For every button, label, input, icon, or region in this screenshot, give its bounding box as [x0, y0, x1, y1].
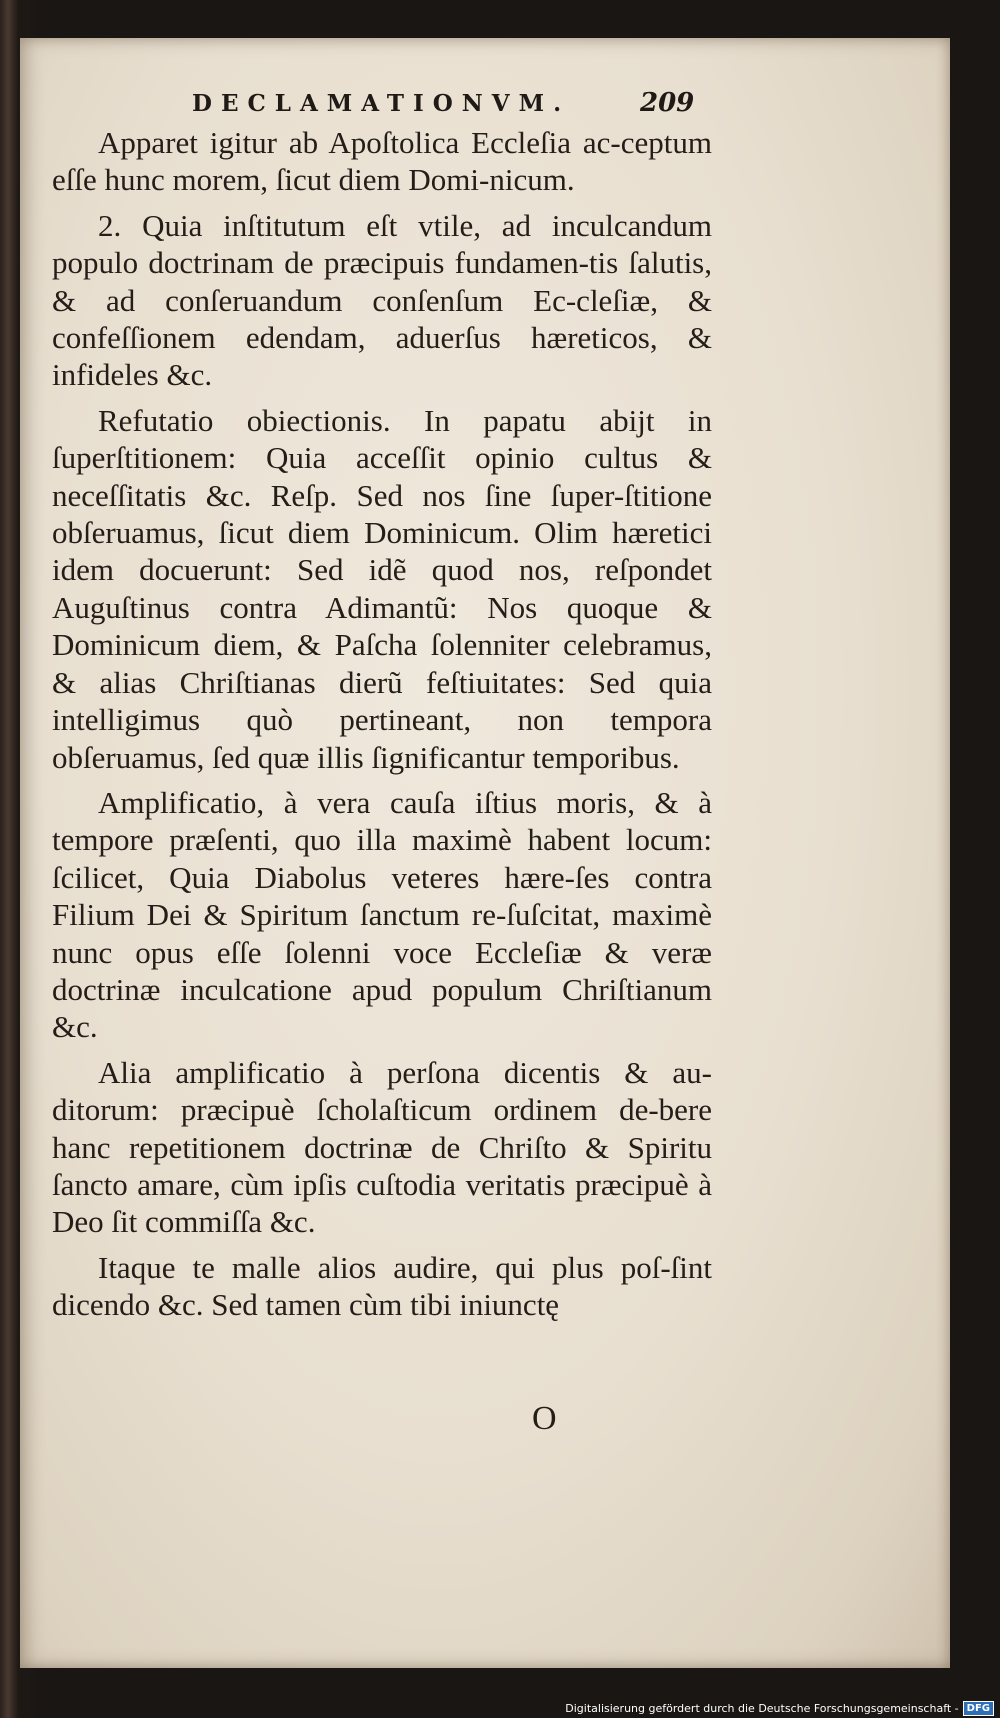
- paragraph: 2. Quia inſtitutum eſt vtile, ad inculcandum populo doctrinam de præcipuis fundamen-tis ſalutis, & ad conſeruandum conſenſum Ec-cleſiæ, & confeſſionem edendam, aduerſus hæreticos, & infideles &c.: [52, 207, 712, 393]
- running-title: DECLAMATIONVM.: [192, 90, 571, 117]
- digitization-credit: [565, 1701, 994, 1716]
- paragraph: Amplificatio, à vera cauſa iſtius moris, & à tempore præſenti, quo illa maximè habent locum: ſcilicet, Quia Diabolus veteres hære-ſes contra Filium Dei & Spiritum ſanctum re-ſuſcitat, maximè nunc opus eſſe ſolenni voce Eccleſiæ & veræ doctrinæ inculcatione apud populum Chriſtianum &c.: [52, 784, 712, 1045]
- credit-text: Digitalisierung gefördert durch die Deutsche Forschungsgemeinschaft -: [565, 1702, 959, 1715]
- signature-mark: O: [532, 1400, 557, 1437]
- paragraph: Itaque te malle alios audire, qui plus poſ-ſint dicendo &c. Sed tamen cùm tibi iniunctę: [52, 1249, 712, 1323]
- dfg-logo-icon: DFG: [963, 1701, 994, 1716]
- body-text: [52, 124, 712, 1332]
- paragraph: Alia amplificatio à perſona dicentis & au-ditorum: præcipuè ſcholaſticum ordinem de-bere hanc repetitionem doctrinæ de Chriſto & Spiritu ſancto amare, cùm ipſis cuſtodia veritatis præcipuè à Deo ſit commiſſa &c.: [52, 1054, 712, 1240]
- paragraph: Apparet igitur ab Apoſtolica Eccleſia ac-ceptum eſſe hunc morem, ſicut diem Domi-nicum.: [52, 125, 712, 198]
- paragraph: Refutatio obiectionis. In papatu abijt in ſuperſtitionem: Quia acceſſit opinio cultus & neceſſitatis &c. Reſp. Sed nos ſine ſuper-ſtitione obſeruamus, ſicut diem Dominicum. Olim hæretici idem docuerunt: Sed idẽ quod nos, reſpondet Auguſtinus contra Adimantũ: Nos quoque & Dominicum diem, & Paſcha ſolenniter celebramus, & alias Chriſtianas dierũ feſtiuitates: Sed quia intelligimus quò pertineant, non tempora obſeruamus, ſed quæ illis ſignificantur temporibus.: [52, 402, 712, 775]
- book-page: [20, 38, 950, 1668]
- page-number: 209: [640, 88, 695, 118]
